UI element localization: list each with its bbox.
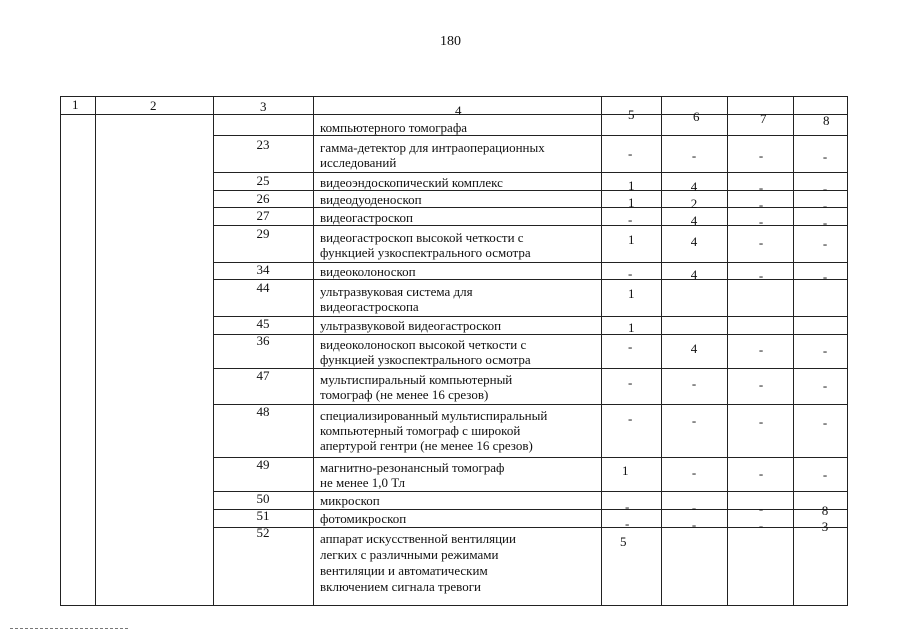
row-border: [213, 135, 848, 136]
row-value-col6: -: [691, 500, 697, 515]
row-value-col5: -: [628, 375, 633, 390]
row-value-col6: -: [691, 376, 697, 391]
row-name: ультразвуковая система для видеогастроскопа: [320, 284, 473, 314]
row-name: мультиспиральный компьютерный томограф (не менее 16 срезов): [320, 372, 513, 402]
row-number: 36: [256, 333, 270, 348]
row-value-col6: 2: [690, 196, 698, 211]
row-number: 51: [256, 508, 270, 523]
row-number: 47: [256, 368, 270, 383]
row-value-col5: 1: [628, 178, 635, 193]
row-value-col8: -: [822, 378, 828, 393]
row-value-col5: -: [625, 516, 630, 531]
row-value-col5: 1: [628, 320, 635, 335]
row-value-col8: -: [822, 415, 828, 430]
header-col-8: 8: [823, 113, 830, 128]
row-name: видеодуоденоскоп: [320, 192, 422, 207]
row-value-col6: -: [691, 148, 697, 163]
row-name: видеоколоноскоп: [320, 264, 416, 279]
row-value-col7: -: [758, 414, 764, 429]
row-name: видеогастроскоп: [320, 210, 413, 225]
row-value-col8: -: [822, 269, 828, 284]
row-number: 26: [256, 191, 270, 206]
row-value-col7: -: [758, 342, 764, 357]
row-value-col7: -: [758, 518, 764, 533]
header-col-5: 5: [628, 107, 635, 122]
row-value-col8: -: [822, 149, 828, 164]
row-value-col7: -: [758, 214, 764, 229]
row-number: 44: [256, 280, 270, 295]
row-number: 25: [256, 173, 270, 188]
row-value-col5: -: [625, 499, 630, 514]
row-name: микроскоп: [320, 493, 380, 508]
row-number: 48: [256, 404, 270, 419]
row-name: ультразвуковой видеогастроскоп: [320, 318, 502, 333]
row-name: магнитно-резонансный томограф не менее 1,0 Тл: [320, 460, 505, 490]
row-value-col5: 1: [622, 463, 629, 478]
footer-rule: [10, 628, 128, 629]
row-number: 29: [256, 226, 270, 241]
page-number: 180: [440, 34, 461, 49]
row-value-col6: 4: [690, 213, 698, 228]
row-number: 23: [256, 137, 270, 152]
row-value-col6: 4: [690, 234, 698, 249]
row-value-col5: 5: [620, 534, 627, 549]
row-value-col8: -: [822, 215, 828, 230]
row-value-col8: -: [822, 343, 828, 358]
row-value-col6: -: [691, 413, 697, 428]
row-value-col7: -: [758, 377, 764, 392]
row-value-col6: -: [691, 465, 697, 480]
row-value-col8: -: [822, 467, 828, 482]
row-number: 49: [256, 457, 270, 472]
row-value-col7: -: [758, 268, 764, 283]
row-number: 50: [256, 491, 270, 506]
row-number: 52: [256, 525, 270, 540]
row-number: 34: [256, 262, 270, 277]
row-name: компьютерного томографа: [320, 120, 468, 135]
row-name: видеоколоноскоп высокой четкости с функцией узкоспектрального осмотра: [320, 337, 531, 367]
row-value-col7: -: [758, 197, 764, 212]
row-name: специализированный мультиспиральный компьютерный томограф с широкой апертурой гентри (не менее 16 срезов): [320, 408, 548, 453]
row-value-col6: 4: [690, 341, 698, 356]
row-value-col8: -: [822, 181, 828, 196]
row-value-col8: -: [822, 198, 828, 213]
row-value-col8: -: [822, 236, 828, 251]
row-value-col6: -: [691, 517, 697, 532]
row-value-col5: 1: [628, 195, 635, 210]
row-value-col7: -: [758, 148, 764, 163]
row-value-col5: 1: [628, 286, 635, 301]
row-value-col6: 4: [690, 179, 698, 194]
row-value-col8: 3: [821, 519, 829, 534]
row-name: аппарат искусственной вентиляции легких с различными режимами вентиляции и автоматическим включением сигнала тревоги: [320, 531, 516, 594]
column-divider: [95, 96, 96, 606]
row-value-col8: 8: [821, 503, 829, 518]
row-name: фотомикроскоп: [320, 511, 407, 526]
row-name: гамма-детектор для интраоперационных исследований: [320, 140, 545, 170]
row-value-col5: -: [628, 146, 633, 161]
header-col-2: 2: [150, 98, 157, 113]
row-value-col6: 4: [690, 267, 698, 282]
row-value-col7: -: [758, 180, 764, 195]
row-value-col5: -: [628, 411, 633, 426]
row-number: 27: [256, 208, 270, 223]
row-name: видеоэндоскопический комплекс: [320, 175, 503, 190]
row-value-col7: -: [758, 466, 764, 481]
header-col-3: 3: [260, 99, 267, 114]
header-col-4: 4: [455, 103, 462, 118]
row-value-col7: -: [758, 501, 764, 516]
row-value-col7: -: [758, 235, 764, 250]
row-value-col5: -: [628, 266, 633, 281]
header-row-border: [60, 114, 848, 115]
header-col-1: 1: [72, 97, 79, 112]
header-col-7: 7: [760, 111, 767, 126]
row-name: видеогастроскоп высокой четкости с функцией узкоспектрального осмотра: [320, 230, 531, 260]
row-value-col5: 1: [628, 232, 635, 247]
row-value-col5: -: [628, 339, 633, 354]
row-number: 45: [256, 316, 270, 331]
row-value-col5: -: [628, 212, 633, 227]
header-col-6: 6: [693, 109, 700, 124]
